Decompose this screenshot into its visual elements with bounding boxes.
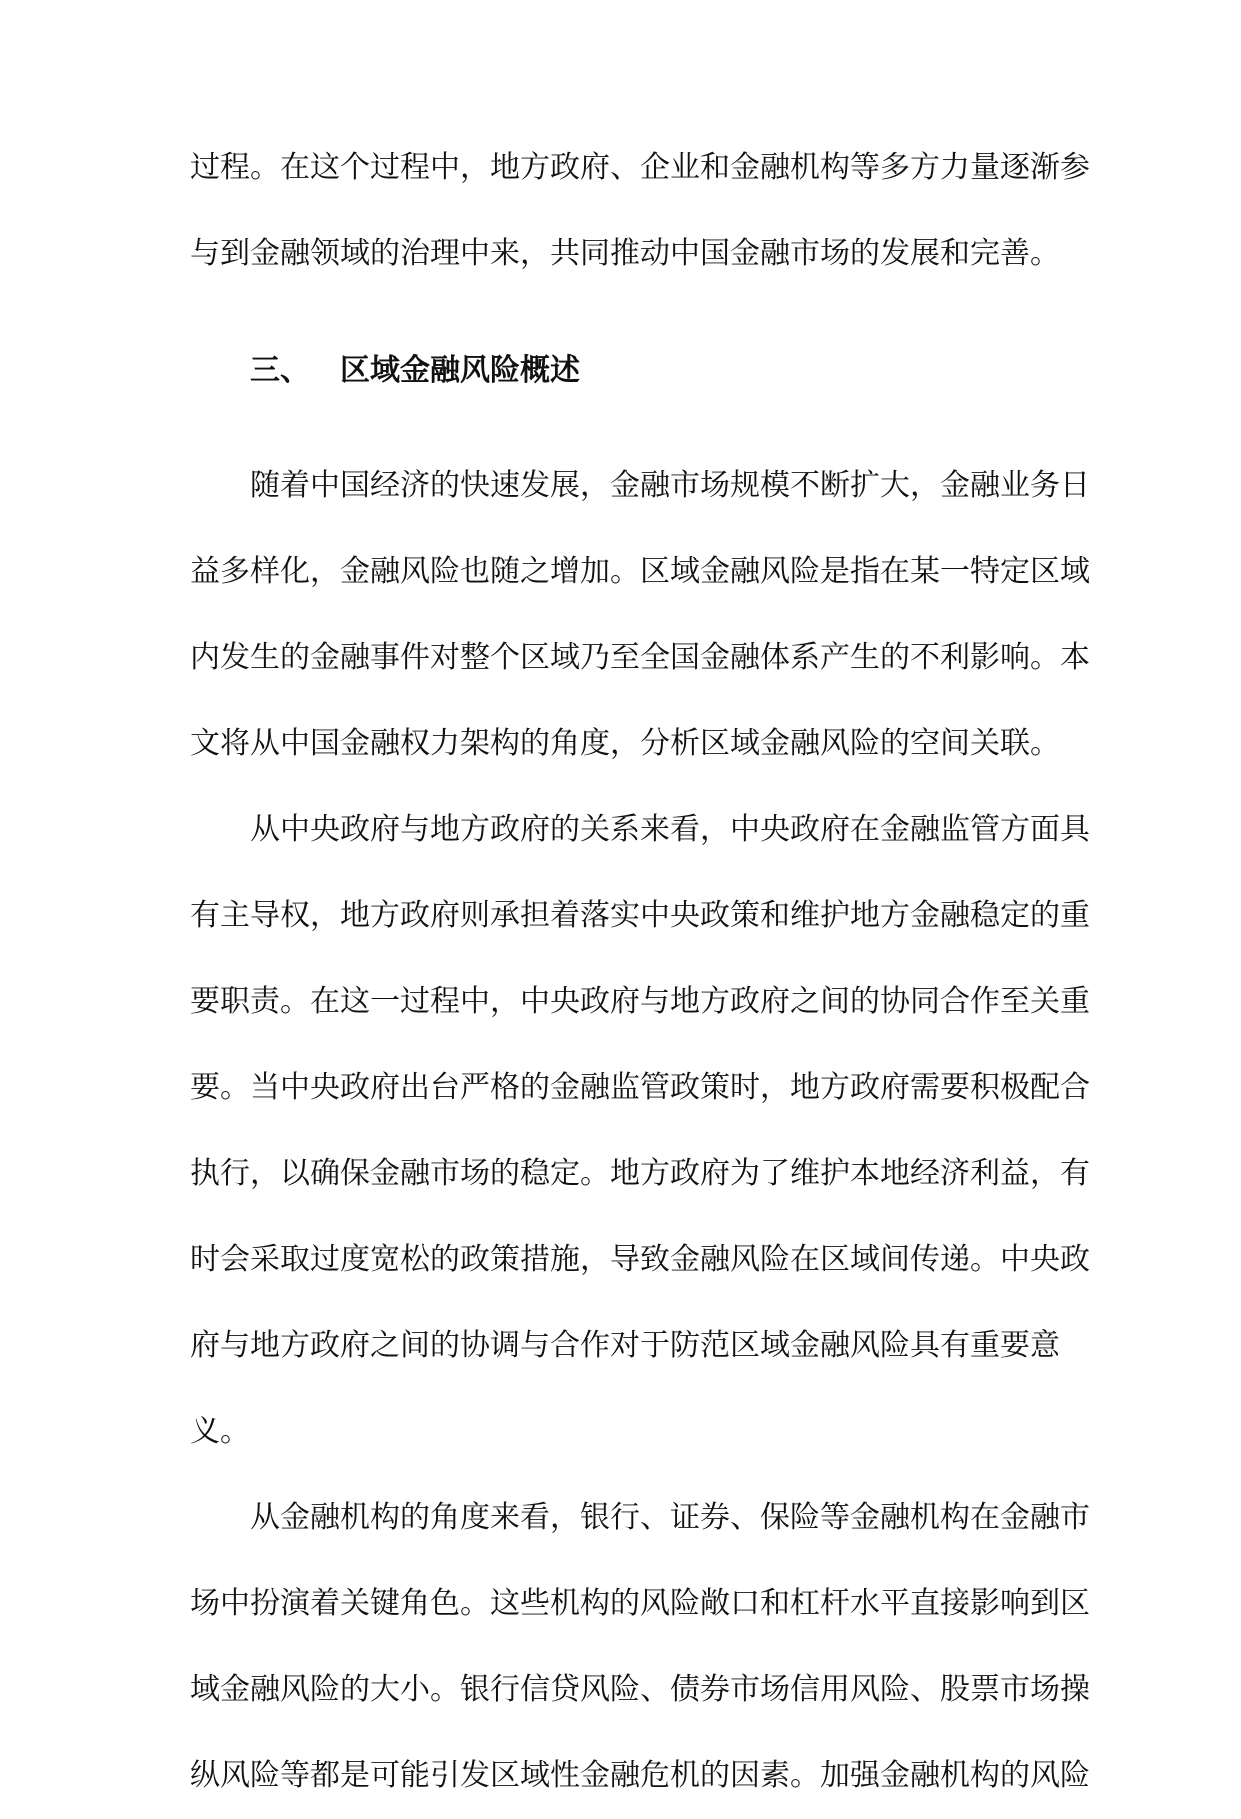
paragraph-2 (190, 787, 1090, 1475)
text-line: 从金融机构的角度来看，银行、证券、保险等金融机构在金融市 (250, 1500, 1090, 1535)
text-line: 益多样化，金融风险也随之增加。区域金融风险是指在某一特定区域 (190, 554, 1090, 589)
text-line: 与到金融领域的治理中来，共同推动中国金融市场的发展和完善。 (190, 236, 1060, 271)
text-line: 要。当中央政府出台严格的金融监管政策时，地方政府需要积极配合 (190, 1070, 1090, 1105)
text-line: 文将从中国金融权力架构的角度，分析区域金融风险的空间关联。 (190, 726, 1060, 761)
text-line: 执行，以确保金融市场的稳定。地方政府为了维护本地经济利益，有 (190, 1156, 1090, 1191)
text-line: 纵风险等都是可能引发区域性金融危机的因素。加强金融机构的风险 (190, 1758, 1090, 1793)
paragraph-1 (190, 443, 1090, 787)
text-line: 随着中国经济的快速发展，金融市场规模不断扩大，金融业务日 (250, 468, 1090, 503)
text-line: 时会采取过度宽松的政策措施，导致金融风险在区域间传递。中央政 (190, 1242, 1090, 1277)
text-line: 内发生的金融事件对整个区域乃至全国金融体系产生的不利影响。本 (190, 640, 1090, 675)
paragraph-intro (190, 125, 1090, 297)
text-line: 场中扮演着关键角色。这些机构的风险敞口和杠杆水平直接影响到区 (190, 1586, 1090, 1621)
section-title: 区域金融风险概述 (340, 353, 580, 388)
text-line: 过程。在这个过程中，地方政府、企业和金融机构等多方力量逐渐参 (190, 150, 1090, 185)
text-line: 府与地方政府之间的协调与合作对于防范区域金融风险具有重要意 (190, 1328, 1060, 1363)
section-number: 三、 (250, 353, 310, 388)
document-page (190, 125, 1090, 1819)
text-line: 有主导权，地方政府则承担着落实中央政策和维护地方金融稳定的重 (190, 898, 1090, 933)
paragraph-3 (190, 1475, 1090, 1819)
text-line: 义。 (190, 1414, 250, 1449)
text-line: 要职责。在这一过程中，中央政府与地方政府之间的协同合作至关重 (190, 984, 1090, 1019)
text-line: 从中央政府与地方政府的关系来看，中央政府在金融监管方面具 (250, 812, 1090, 847)
section-heading (190, 343, 1052, 443)
text-line: 域金融风险的大小。银行信贷风险、债券市场信用风险、股票市场操 (190, 1672, 1090, 1707)
